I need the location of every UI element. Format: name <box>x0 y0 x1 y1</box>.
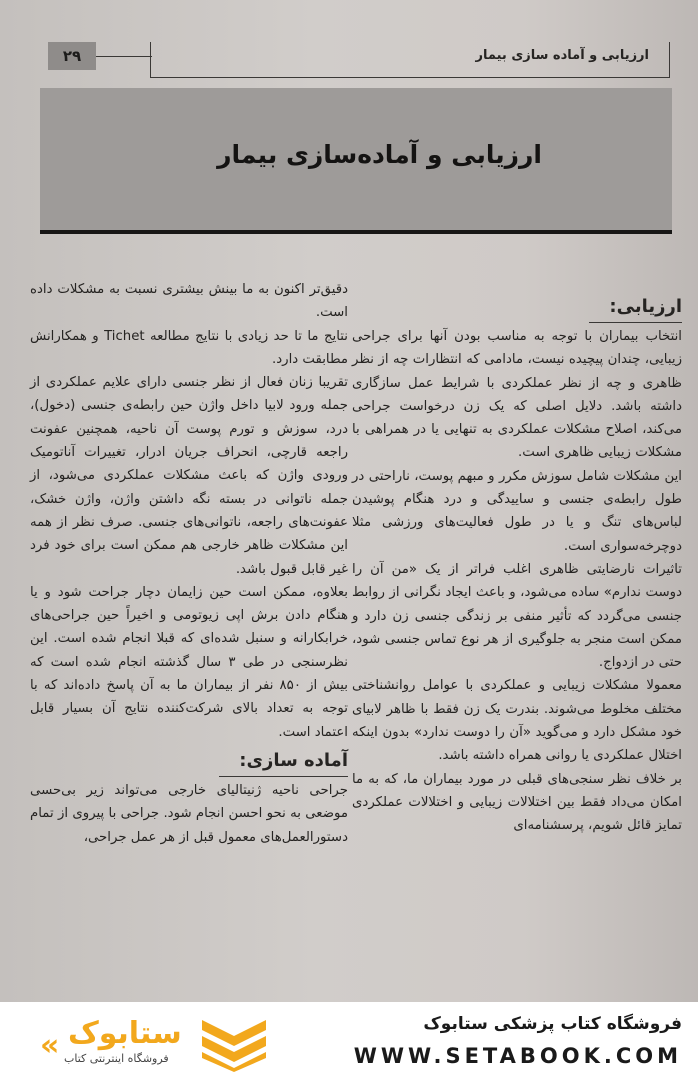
running-header <box>150 42 670 78</box>
paragraph: این مشکلات شامل سوزش مکرر و مبهم پوست، ناراحتی در طول رابطه‌ی جنسی و ساییدگی و درد هنگام پوشیدن لباس‌های تنگ و یا در طول فعالیت‌های ورزشی مثلا دوچرخه‌سواری است. <box>352 468 682 554</box>
page-number: ۲۹ <box>48 42 96 70</box>
paragraph: تقریبا زنان فعال از نظر جنسی دارای علایم عملکردی از جمله ورود لابیا داخل واژن حین رابطه‌ی جنسی (دخول)، درد، سوزش و تورم پوست آن ناحیه، همچنین عفونت راجعه قارچی، انحراف جریان ادرار، تغییرات آناتومیک ورودی واژن که باعث مشکلات عملکردی می‌شود، از جمله ناتوانی در بسته نگه داشتن واژن، واژن خشک، عفونت‌های راجعه، ناتوانی‌های جنسی. صرف نظر از همه این مشکلات ظاهر خارجی هم ممکن است برای خود فرد غیر قابل قبول باشد. <box>30 375 348 577</box>
paragraph: بعلاوه، ممکن است حین زایمان دچار جراحت شود و یا هنگام دادن برش اپی زیوتومی و اخیراً حین جراحی‌های خرابکارانه و سنبل شده‌ای که قبلا انجام شده است. این نظرسنجی در طی ۳ سال گذشته انجام شده است که بیش از ۸۵۰ نفر از بیماران ما به آن پاسخ داده‌اند که با توجه به تعداد بالای شرکت‌کننده نتایج آن بسیار قابل اعتماد است. <box>30 584 349 740</box>
store-logo-subtext: فروشگاه اینترنتی کتاب <box>64 1052 169 1065</box>
paragraph: جراحی ناحیه ژنیتالیای خارجی می‌تواند زیر بی‌حسی موضعی به نحو احسن انجام شود. جراحی با پیروی از تمام دستورالعمل‌های معمول قبل از هر عمل جراحی، <box>30 782 348 845</box>
store-name: فروشگاه کتاب پزشکی ستابوک <box>423 1014 682 1034</box>
running-title: ارزیابی و آماده سازی بیمار <box>475 48 649 63</box>
section-heading-evaluation: ارزیابی: <box>589 292 682 323</box>
paragraph: تاثیرات نارضایتی ظاهری اغلب فراتر از یک «من آن را دوست ندارم» ساده می‌شود، و باعث ایجاد نگرانی از روابط جنسی می‌گردد که تأثیر منفی بر زندگی جنسی زن دارد و ممکن است منجر به جلوگیری از هر نوع تماس جنسی شود، حتی در ازدواج. <box>352 561 682 671</box>
store-logo-text: ستابوک <box>68 1016 182 1051</box>
paragraph: انتخاب بیماران با توجه به مناسب بودن آنها برای جراحی زیبایی، چندان پیچیده نیست، مادامی که انتظارات چه از نظر ظاهری و چه از نظر عملکردی با شرایط عمل سازگاری داشته باشد. دلایل اصلی که یک زن درخواست جراحی می‌کند، اصلاح مشکلات عملکردی به تنهایی یا در همراهی با مشکلات زیبایی ظاهری است. <box>352 329 682 461</box>
stacked-chevrons-icon <box>198 1014 270 1072</box>
store-url[interactable]: WWW.SETABOOK.COM <box>353 1044 682 1068</box>
paragraph: معمولا مشکلات زیبایی و عملکردی با عوامل روانشناختی مختلف مخلوط می‌شوند. بندرت یک زن فقط با ظاهر لابیای خود مشکل دارد و می‌گوید «آن را دوست ندارد» بدون اینکه اختلال عملکردی یا روانی همراه داشته باشد. <box>352 678 682 764</box>
right-column <box>352 290 682 838</box>
paragraph: بر خلاف نظر سنجی‌های قبلی در مورد بیماران ما، که به ما امکان می‌داد فقط بین اختلالات زیبایی و اختلالات عملکردی تمایز قائل شویم، پرسشنامه‌ای <box>352 771 682 834</box>
left-column <box>30 278 348 849</box>
section-heading-preparation: آماده سازی: <box>219 746 348 777</box>
chapter-title: ارزیابی و آماده‌سازی بیمار <box>217 140 542 169</box>
chevron-icon: « <box>40 1028 60 1063</box>
store-footer <box>0 1002 698 1080</box>
paragraph: دقیق‌تر اکنون به ما بینش بیشتری نسبت به مشکلات داده است. <box>30 282 348 321</box>
chapter-title-box <box>40 88 672 234</box>
header-rule <box>96 56 152 57</box>
paragraph: نتایج ما تا حد زیادی با نتایج مطالعه Tichet و همکارانش مطابقت دارد. <box>30 328 348 367</box>
